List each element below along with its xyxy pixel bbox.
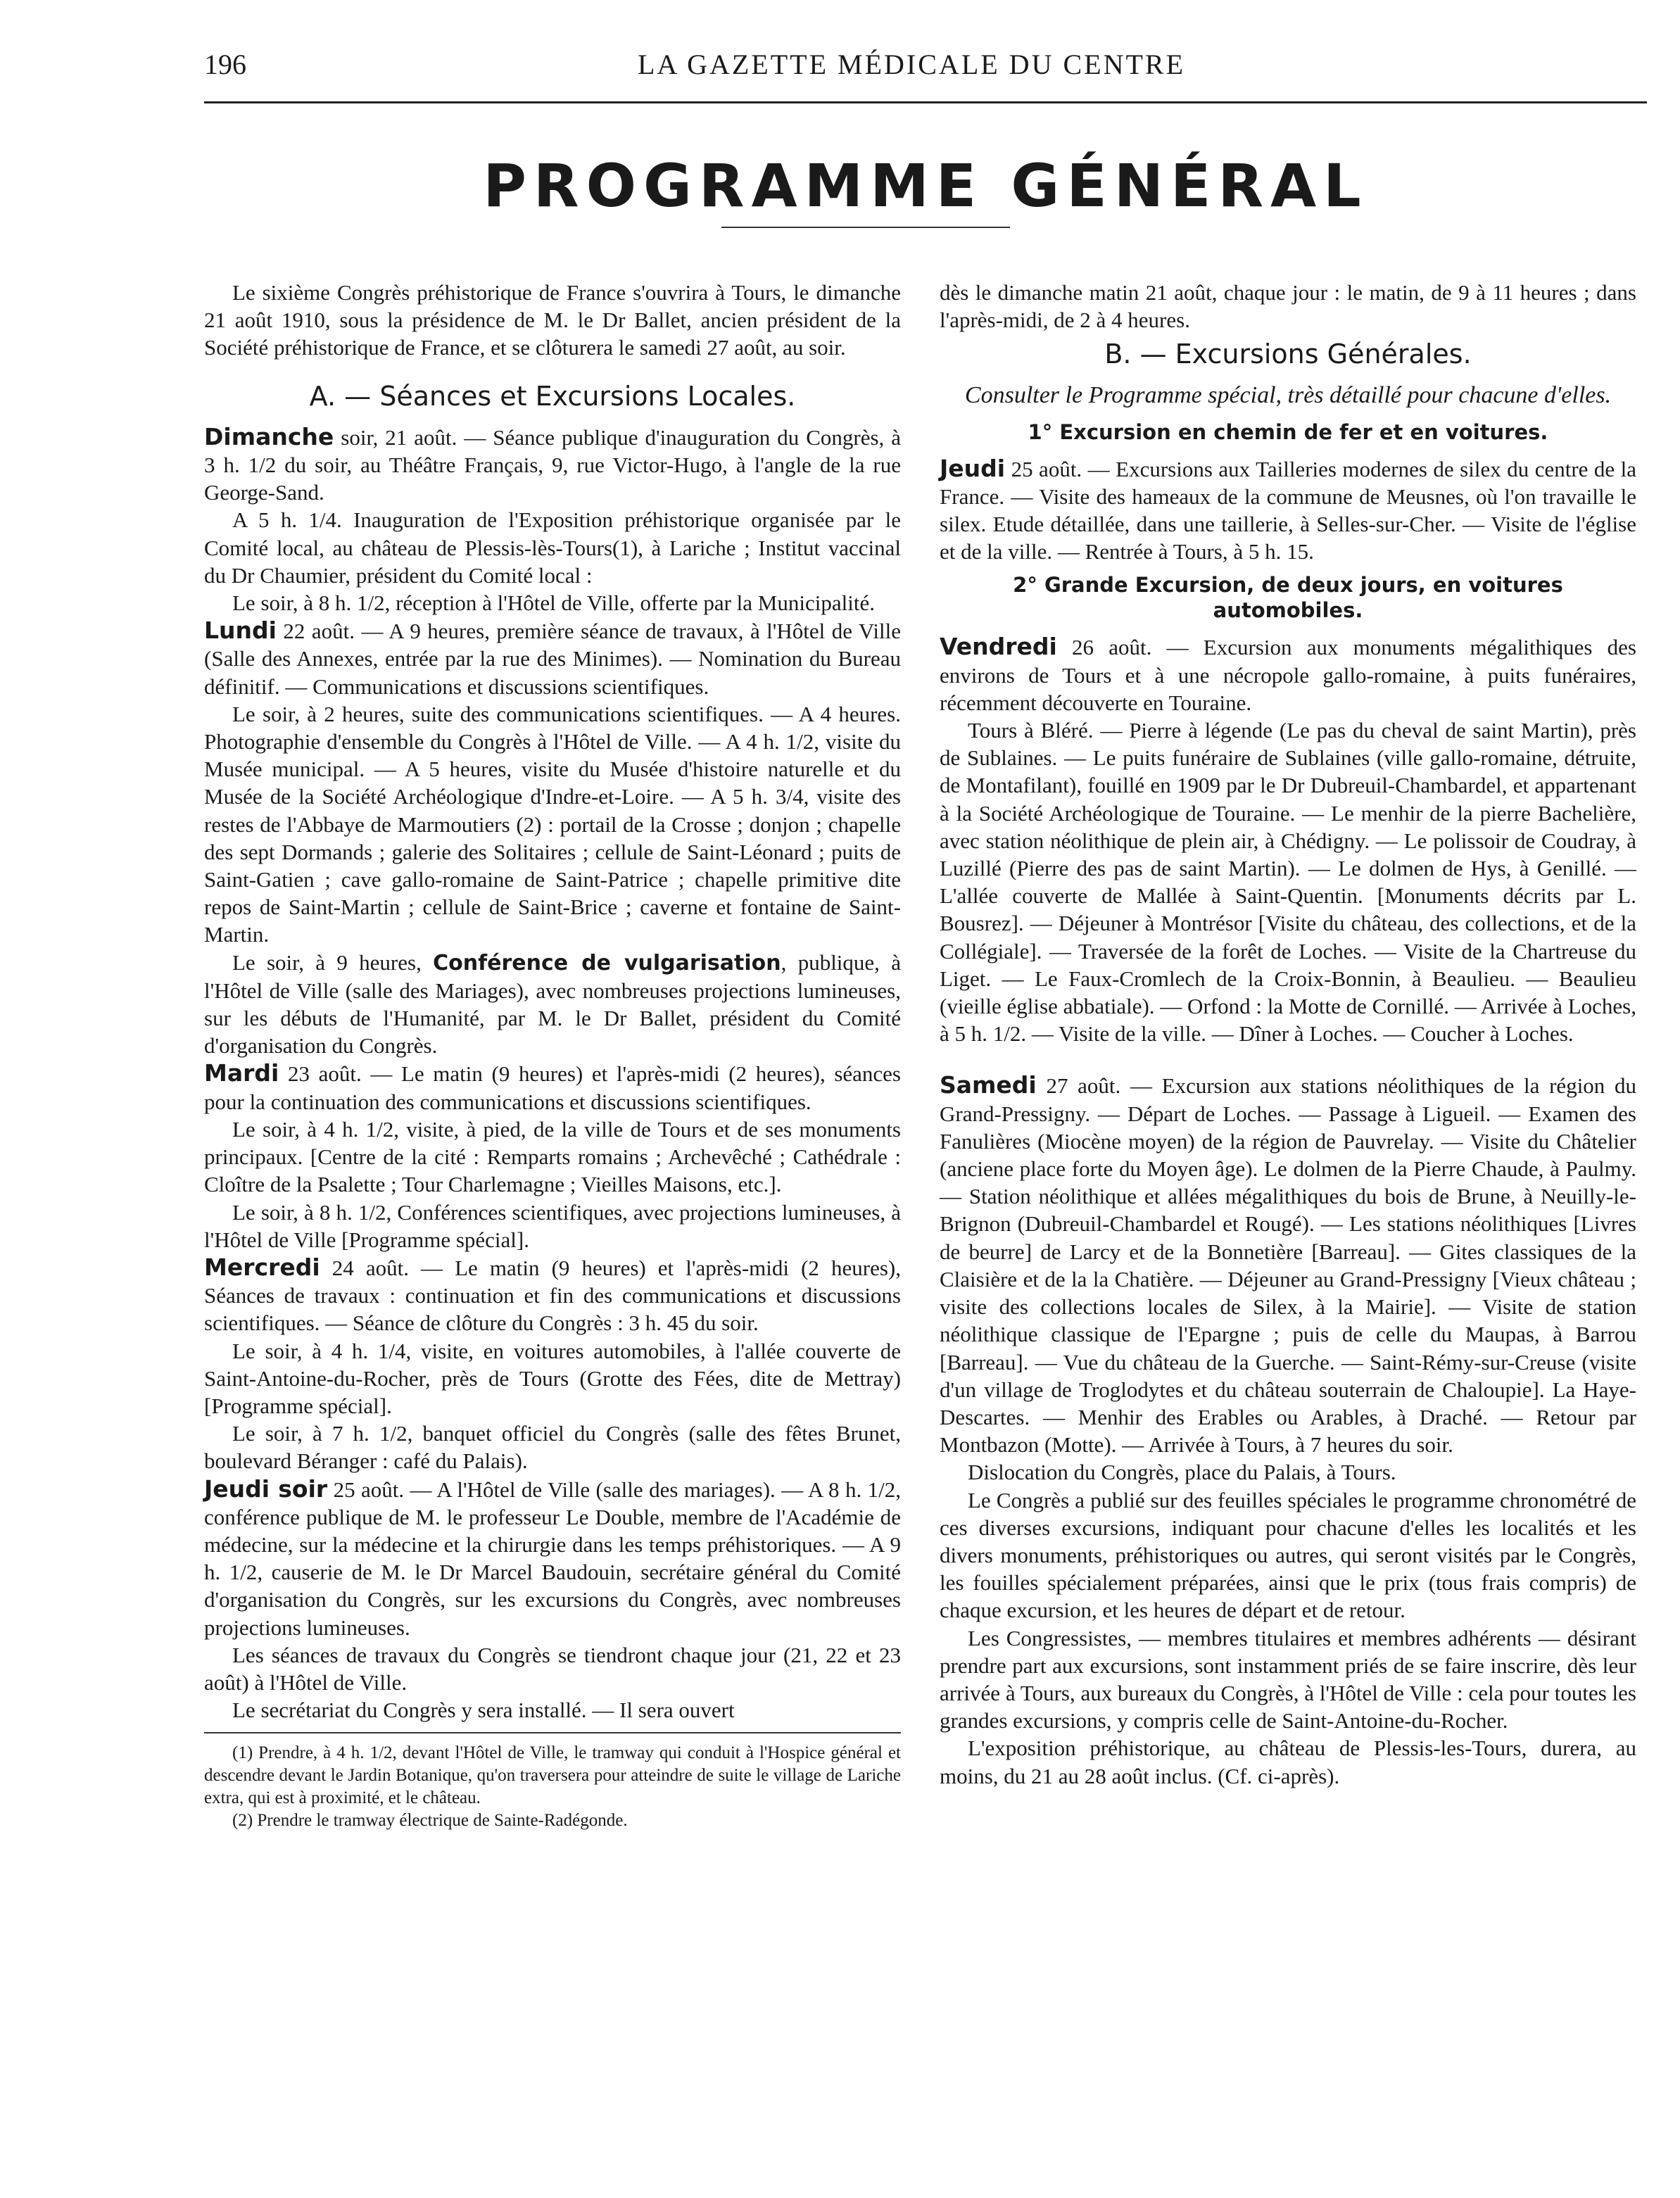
day-label: Dimanche bbox=[204, 422, 334, 450]
paragraph: dès le dimanche matin 21 août, chaque jour : le matin, de 9 à 11 heures ; dans l'après-midi, de 2 à 4 heures. bbox=[940, 280, 1636, 333]
vendredi-paragraph: Vendredi 26 août. — Excursion aux monuments mégalithiques des environs de Tours et à une nécropole gallo-romaine, à puits funéraires, récemment découverte en Touraine. bbox=[940, 633, 1636, 715]
paragraph: Les séances de travaux du Congrès se tiendront chaque jour (21, 22 et 23 août) à l'Hôtel de Ville. bbox=[204, 1642, 901, 1695]
page-header bbox=[204, 48, 1619, 90]
footnote-1: (1) Prendre, à 4 h. 1/2, devant l'Hôtel de Ville, le tramway qui conduit à l'Hospice général et descendre devant le Jardin Botanique, qu'on traversera pour atteindre de suite le village de Lariche extra, qui est à proximité, et le château. bbox=[204, 1743, 901, 1808]
day-label: Jeudi bbox=[940, 454, 1006, 482]
paragraph: Le soir, à 2 heures, suite des communications scientifiques. — A 4 heures. Photographie d'ensemble du Congrès à l'Hôtel de Ville. — A 4 h. 1/2, visite du Musée municipal. — A 5 heures, visite du Musée d'histoire naturelle et du Musée de la Société Archéologique d'Indre-et-Loire. — A 5 h. 3/4, visite des restes de l'Abbaye de Marmoutiers (2) : portail de la Crosse ; donjon ; chapelle des sept Dormands ; galerie des Solitaires ; cellule de Saint-Léonard ; puits de Saint-Gatien ; cave gallo-romaine de Saint-Patrice ; chapelle primitive dite repos de Saint-Martin ; cellule de Saint-Brice ; caverne et fontaine de Saint-Martin. bbox=[204, 701, 901, 947]
jeudi-soir-paragraph: Jeudi soir 25 août. — A l'Hôtel de Ville (salle des mariages). — A 8 h. 1/2, conférence publique de M. le professeur Le Double, membre de l'Académie de médecine, sur la médecine et la chirurgie dans les temps préhistoriques. — A 9 h. 1/2, causerie de M. le Dr Marcel Baudouin, secrétaire général du Comité d'organisation du Congrès, sur les excursions du Congrès, avec nombreuses projections lumineuses. bbox=[204, 1474, 901, 1640]
section-a-heading: A. — Séances et Excursions Locales. bbox=[309, 380, 796, 412]
paragraph: Le soir, à 7 h. 1/2, banquet officiel du Congrès (salle des fêtes Brunet, boulevard Béranger : café du Palais). bbox=[204, 1421, 901, 1474]
section-b-heading: B. — Excursions Générales. bbox=[1104, 339, 1472, 370]
page-title: PROGRAMME GÉNÉRAL bbox=[483, 151, 1368, 220]
day-label: Mercredi bbox=[204, 1253, 320, 1281]
paragraph: Le secrétariat du Congrès y sera installé. — Il sera ouvert bbox=[232, 1698, 735, 1723]
mercredi-paragraph: Mercredi 24 août. — Le matin (9 heures) et l'après-midi (2 heures), Séances de travaux : continuation et fin des communications et discussions scientifiques. — Séance de clôture du Congrès : 3 h. 45 du soir. bbox=[204, 1253, 901, 1336]
right-column bbox=[940, 279, 1636, 2165]
intro-paragraph: Le sixième Congrès préhistorique de France s'ouvrira à Tours, le dimanche 21 août 1910, sous la présidence de M. le Dr Ballet, ancien président de la Société préhistorique de France, et se clôturera le samedi 27 août, au soir. bbox=[204, 280, 901, 360]
day-label: Mardi bbox=[204, 1059, 279, 1087]
day-label: Samedi bbox=[940, 1071, 1037, 1099]
paragraph: Le soir, à 8 h. 1/2, Conférences scientifiques, avec projections lumineuses, à l'Hôtel de Ville [Programme spécial]. bbox=[204, 1199, 901, 1252]
paragraph: Tours à Bléré. — Pierre à légende (Le pas du cheval de saint Martin), près de Sublaines. — Le puits funéraire de Sublaines (ville gallo-romaine, détruite, de Montafilant), fouillé en 1909 par le Dr Dubreuil-Chambardel, et appartenant à la Société Archéologique de Touraine. — Le menhir de la pierre Bachelière, avec station néolithique de plein air, à Chédigny. — Le polissoir de Coudray, à Luzillé (Pierre des pas de saint Martin). — Le dolmen de Hys, à Genillé. — L'allée couverte de Mallée à Saint-Quentin. [Monuments décrits par L. Bousrez]. — Déjeuner à Montrésor [Visite du château, des collections, et de la Collégiale]. — Traversée de la forêt de Loches. — Visite de la Chartreuse du Liget. — Le Faux-Cromlech de la Croix-Bonnin, à Beaulieu. — Beaulieu (vieille église abbatiale). — Orfond : la Motte de Cornillé. — Arrivée à Loches, à 5 h. 1/2. — Visite de la ville. — Dîner à Loches. — Coucher à Loches. bbox=[940, 718, 1636, 1047]
paragraph: Le Congrès a publié sur des feuilles spéciales le programme chronométré de ces diverses excursions, indiquant pour chacune d'elles les localités et les divers monuments, préhistoriques ou autres, qui seront visités par le Congrès, les fouilles spécialement préparées, ainsi que le prix (tous frais compris) de chaque excursion, et les heures de départ et de retour. bbox=[940, 1487, 1636, 1623]
excursion-1-heading: 1° Excursion en chemin de fer et en voitures. bbox=[1028, 419, 1548, 444]
footnote-2: (2) Prendre le tramway électrique de Sainte-Radégonde. bbox=[232, 1811, 628, 1831]
paragraph: Le soir, à 9 heures, Conférence de vulgarisation, publique, à l'Hôtel de Ville (salle des Mariages), avec nombreuses projections lumineuses, sur les débuts de l'Humanité, par M. le Dr Ballet, président du Comité d'organisation du Congrès. bbox=[204, 949, 901, 1059]
mardi-paragraph: Mardi 23 août. — Le matin (9 heures) et l'après-midi (2 heures), séances pour la continuation des communications et discussions scientifiques. bbox=[204, 1059, 901, 1114]
paragraph: Les Congressistes, — membres titulaires et membres adhérents — désirant prendre part aux excursions, sont instamment priés de se faire inscrire, dès leur arrivée à Tours, aux bureaux du Congrès, à l'Hôtel de Ville : cela pour toutes les grandes excursions, y compris celle de Saint-Antoine-du-Rocher. bbox=[940, 1625, 1636, 1733]
conference-label: Conférence de vulgarisation bbox=[433, 950, 781, 975]
page-number: 196 bbox=[204, 49, 246, 80]
jeudi-paragraph: Jeudi 25 août. — Excursions aux Tailleries modernes de silex du centre de la France. — Visite des hameaux de la commune de Meusnes, où l'on travaille le silex. Etude détaillée, dans une taillerie, à Selles-sur-Cher. — Visite de l'église et de la ville. — Rentrée à Tours, à 5 h. 15. bbox=[940, 454, 1636, 564]
section-b-subtitle: Consulter le Programme spécial, très détaillé pour chacune d'elles. bbox=[964, 381, 1612, 408]
title-rule bbox=[721, 227, 1010, 228]
left-column bbox=[204, 279, 901, 2165]
header-rule bbox=[204, 101, 1647, 103]
day-label: Vendredi bbox=[940, 633, 1057, 661]
day-label: Lundi bbox=[204, 617, 277, 645]
paragraph: Le soir, à 8 h. 1/2, réception à l'Hôtel de Ville, offerte par la Municipalité. bbox=[232, 590, 875, 616]
running-title: LA GAZETTE MÉDICALE DU CENTRE bbox=[637, 49, 1185, 80]
paragraph: L'exposition préhistorique, au château de Plessis-les-Tours, durera, au moins, du 21 au 28 août inclus. (Cf. ci-après). bbox=[940, 1736, 1636, 1788]
day-label: Jeudi soir bbox=[204, 1474, 328, 1503]
footnote-rule bbox=[204, 1732, 901, 1733]
paragraph: Le soir, à 4 h. 1/4, visite, en voitures automobiles, à l'allée couverte de Saint-Antoine-du-Rocher, près de Tours (Grotte des Fées, dite de Mettray) [Programme spécial]. bbox=[204, 1338, 901, 1418]
paragraph: A 5 h. 1/4. Inauguration de l'Exposition préhistorique organisée par le Comité local, au château de Plessis-lès-Tours(1), à Lariche ; Institut vaccinal du Dr Chaumier, président du Comité local : bbox=[204, 507, 901, 588]
excursion-2-heading: 2° Grande Excursion, de deux jours, en voitures automobiles. bbox=[1013, 573, 1563, 623]
paragraph: Le soir, à 4 h. 1/2, visite, à pied, de la ville de Tours et de ses monuments principaux. [Centre de la cité : Remparts romains ; Archevêché ; Cathédrale : Cloître de la Psalette ; Tour Charlemagne ; Vieilles Maisons, etc.]. bbox=[204, 1116, 901, 1197]
dimanche-paragraph: Dimanche soir, 21 août. — Séance publique d'inauguration du Congrès, à 3 h. 1/2 du soir, au Théâtre Français, 9, rue Victor-Hugo, à l'angle de la rue George-Sand. bbox=[204, 422, 901, 505]
paragraph: Dislocation du Congrès, place du Palais, à Tours. bbox=[968, 1460, 1396, 1485]
lundi-paragraph: Lundi 22 août. — A 9 heures, première séance de travaux, à l'Hôtel de Ville (Salle des Annexes, entrée par la rue des Minimes). — Nomination du Bureau définitif. — Communications et discussions scientifiques. bbox=[204, 617, 901, 699]
samedi-paragraph: Samedi 27 août. — Excursion aux stations néolithiques de la région du Grand-Pressigny. — Départ de Loches. — Passage à Ligueil. — Examen des Fanulières (Miocène moyen) de la région de Pauvrelay. — Visite du Châtelier (anciene place forte du Moyen âge). Le dolmen de la Pierre Chaude, à Paulmy. — Station néolithique et allées mégalithiques du bois de Brune, à Neuilly-le-Brignon (Dubreuil-Chambardel et Rougé). — Les stations néolithiques [Livres de beurre] de Larcy et de la Bonnetière [Barreau]. — Gites classiques de la Claisière et de la la Chatière. — Déjeuner au Grand-Pressigny [Vieux château ; visite des collections locales de Silex, à la Mairie]. — Visite de station néolithique classique de l'Epargne ; puis de celle du Maupas, à Barrou [Barreau]. — Vue du château de la Guerche. — Saint-Rémy-sur-Creuse (visite d'un village de Troglodytes et du château souterrain de Chaloupie]. La Haye-Descartes. — Menhir des Erables ou Arables, à Draché. — Retour par Montbazon (Motte). — Arrivée à Tours, à 7 heures du soir. bbox=[940, 1071, 1636, 1458]
